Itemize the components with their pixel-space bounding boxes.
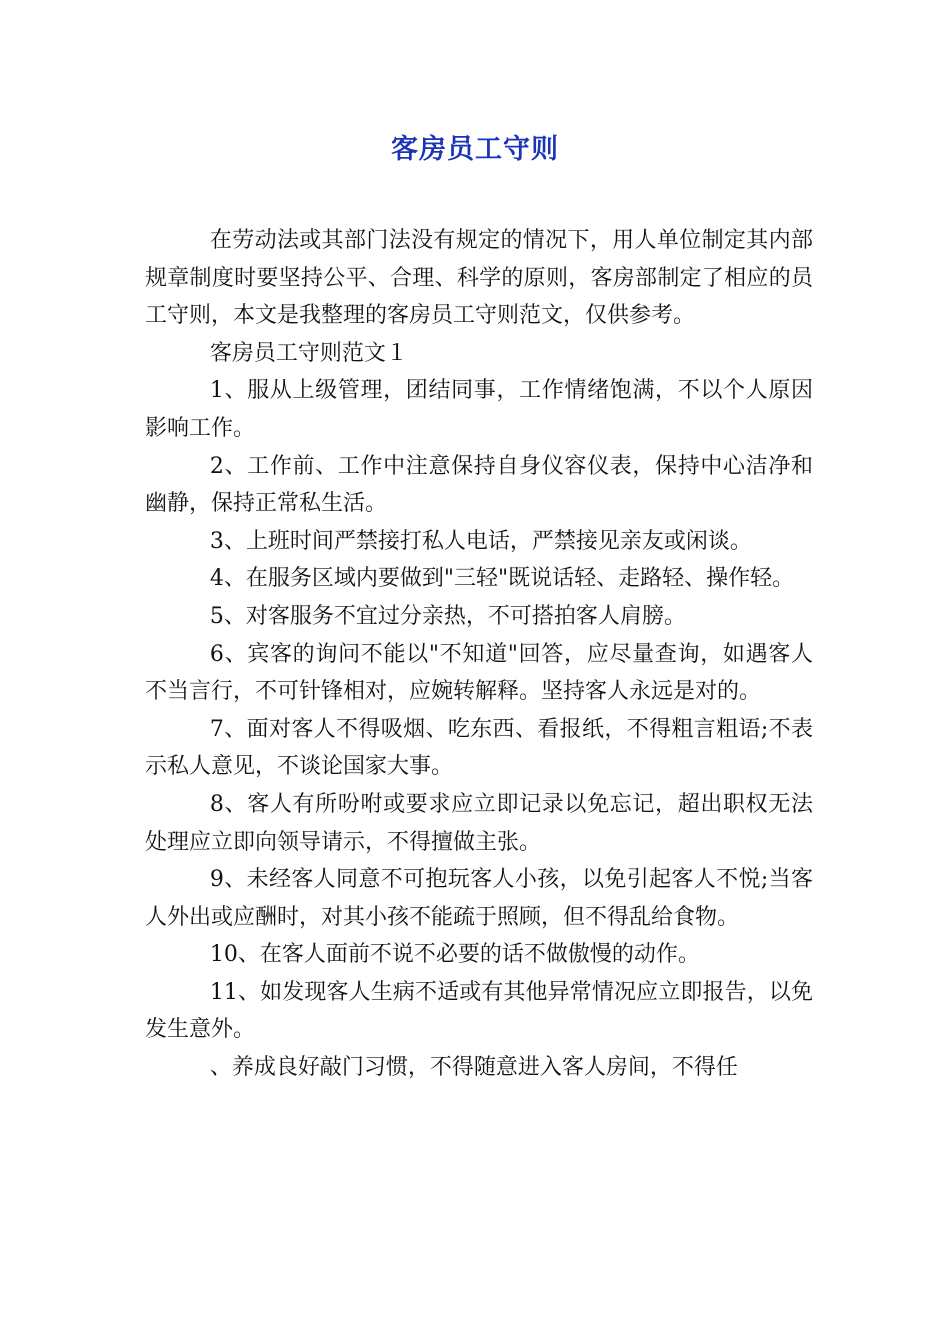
rule-item: 2、工作前、工作中注意保持自身仪容仪表，保持中心洁净和幽静，保持正常私生活。 <box>145 453 813 517</box>
rule-item: 11、如发现客人生病不适或有其他异常情况应立即报告，以免发生意外。 <box>145 979 813 1043</box>
rule-item: 8、客人有所吩咐或要求应立即记录以免忘记，超出职权无法处理应立即向领导请示，不得擅做主张。 <box>145 791 813 855</box>
intro-paragraph: 在劳动法或其部门法没有规定的情况下，用人单位制定其内部规章制度时要坚持公平、合理、科学的原则，客房部制定了相应的员工守则，本文是我整理的客房员工守则范文，仅供参考。 <box>145 228 813 329</box>
rule-item: 、养成良好敲门习惯，不得随意进入客人房间，不得任 <box>209 1055 738 1081</box>
rule-item: 10、在客人面前不说不必要的话不做傲慢的动作。 <box>209 942 700 968</box>
document-body <box>145 222 813 1087</box>
section-heading: 客房员工守则范文１ <box>209 340 408 366</box>
rule-item: 5、对客服务不宜过分亲热，不可搭拍客人肩膀。 <box>209 603 686 629</box>
rule-item: 4、在服务区域内要做到"三轻"既说话轻、走路轻、操作轻。 <box>209 566 795 592</box>
document-title: 客房员工守则 <box>391 134 559 165</box>
rule-item: 7、面对客人不得吸烟、吃东西、看报纸，不得粗言粗语;不表示私人意见，不谈论国家大事。 <box>145 716 813 780</box>
rule-item: 3、上班时间严禁接打私人电话，严禁接见亲友或闲谈。 <box>209 528 752 554</box>
rule-item: 1、服从上级管理，团结同事，工作情绪饱满，不以个人原因影响工作。 <box>145 378 813 441</box>
rule-item: 6、宾客的询问不能以"不知道"回答，应尽量查询，如遇客人不当言行，不可针锋相对，应婉转解释。坚持客人永远是对的。 <box>145 641 813 705</box>
rule-item: 9、未经客人同意不可抱玩客人小孩，以免引起客人不悦;当客人外出或应酬时，对其小孩不能疏于照顾，但不得乱给食物。 <box>145 867 813 930</box>
